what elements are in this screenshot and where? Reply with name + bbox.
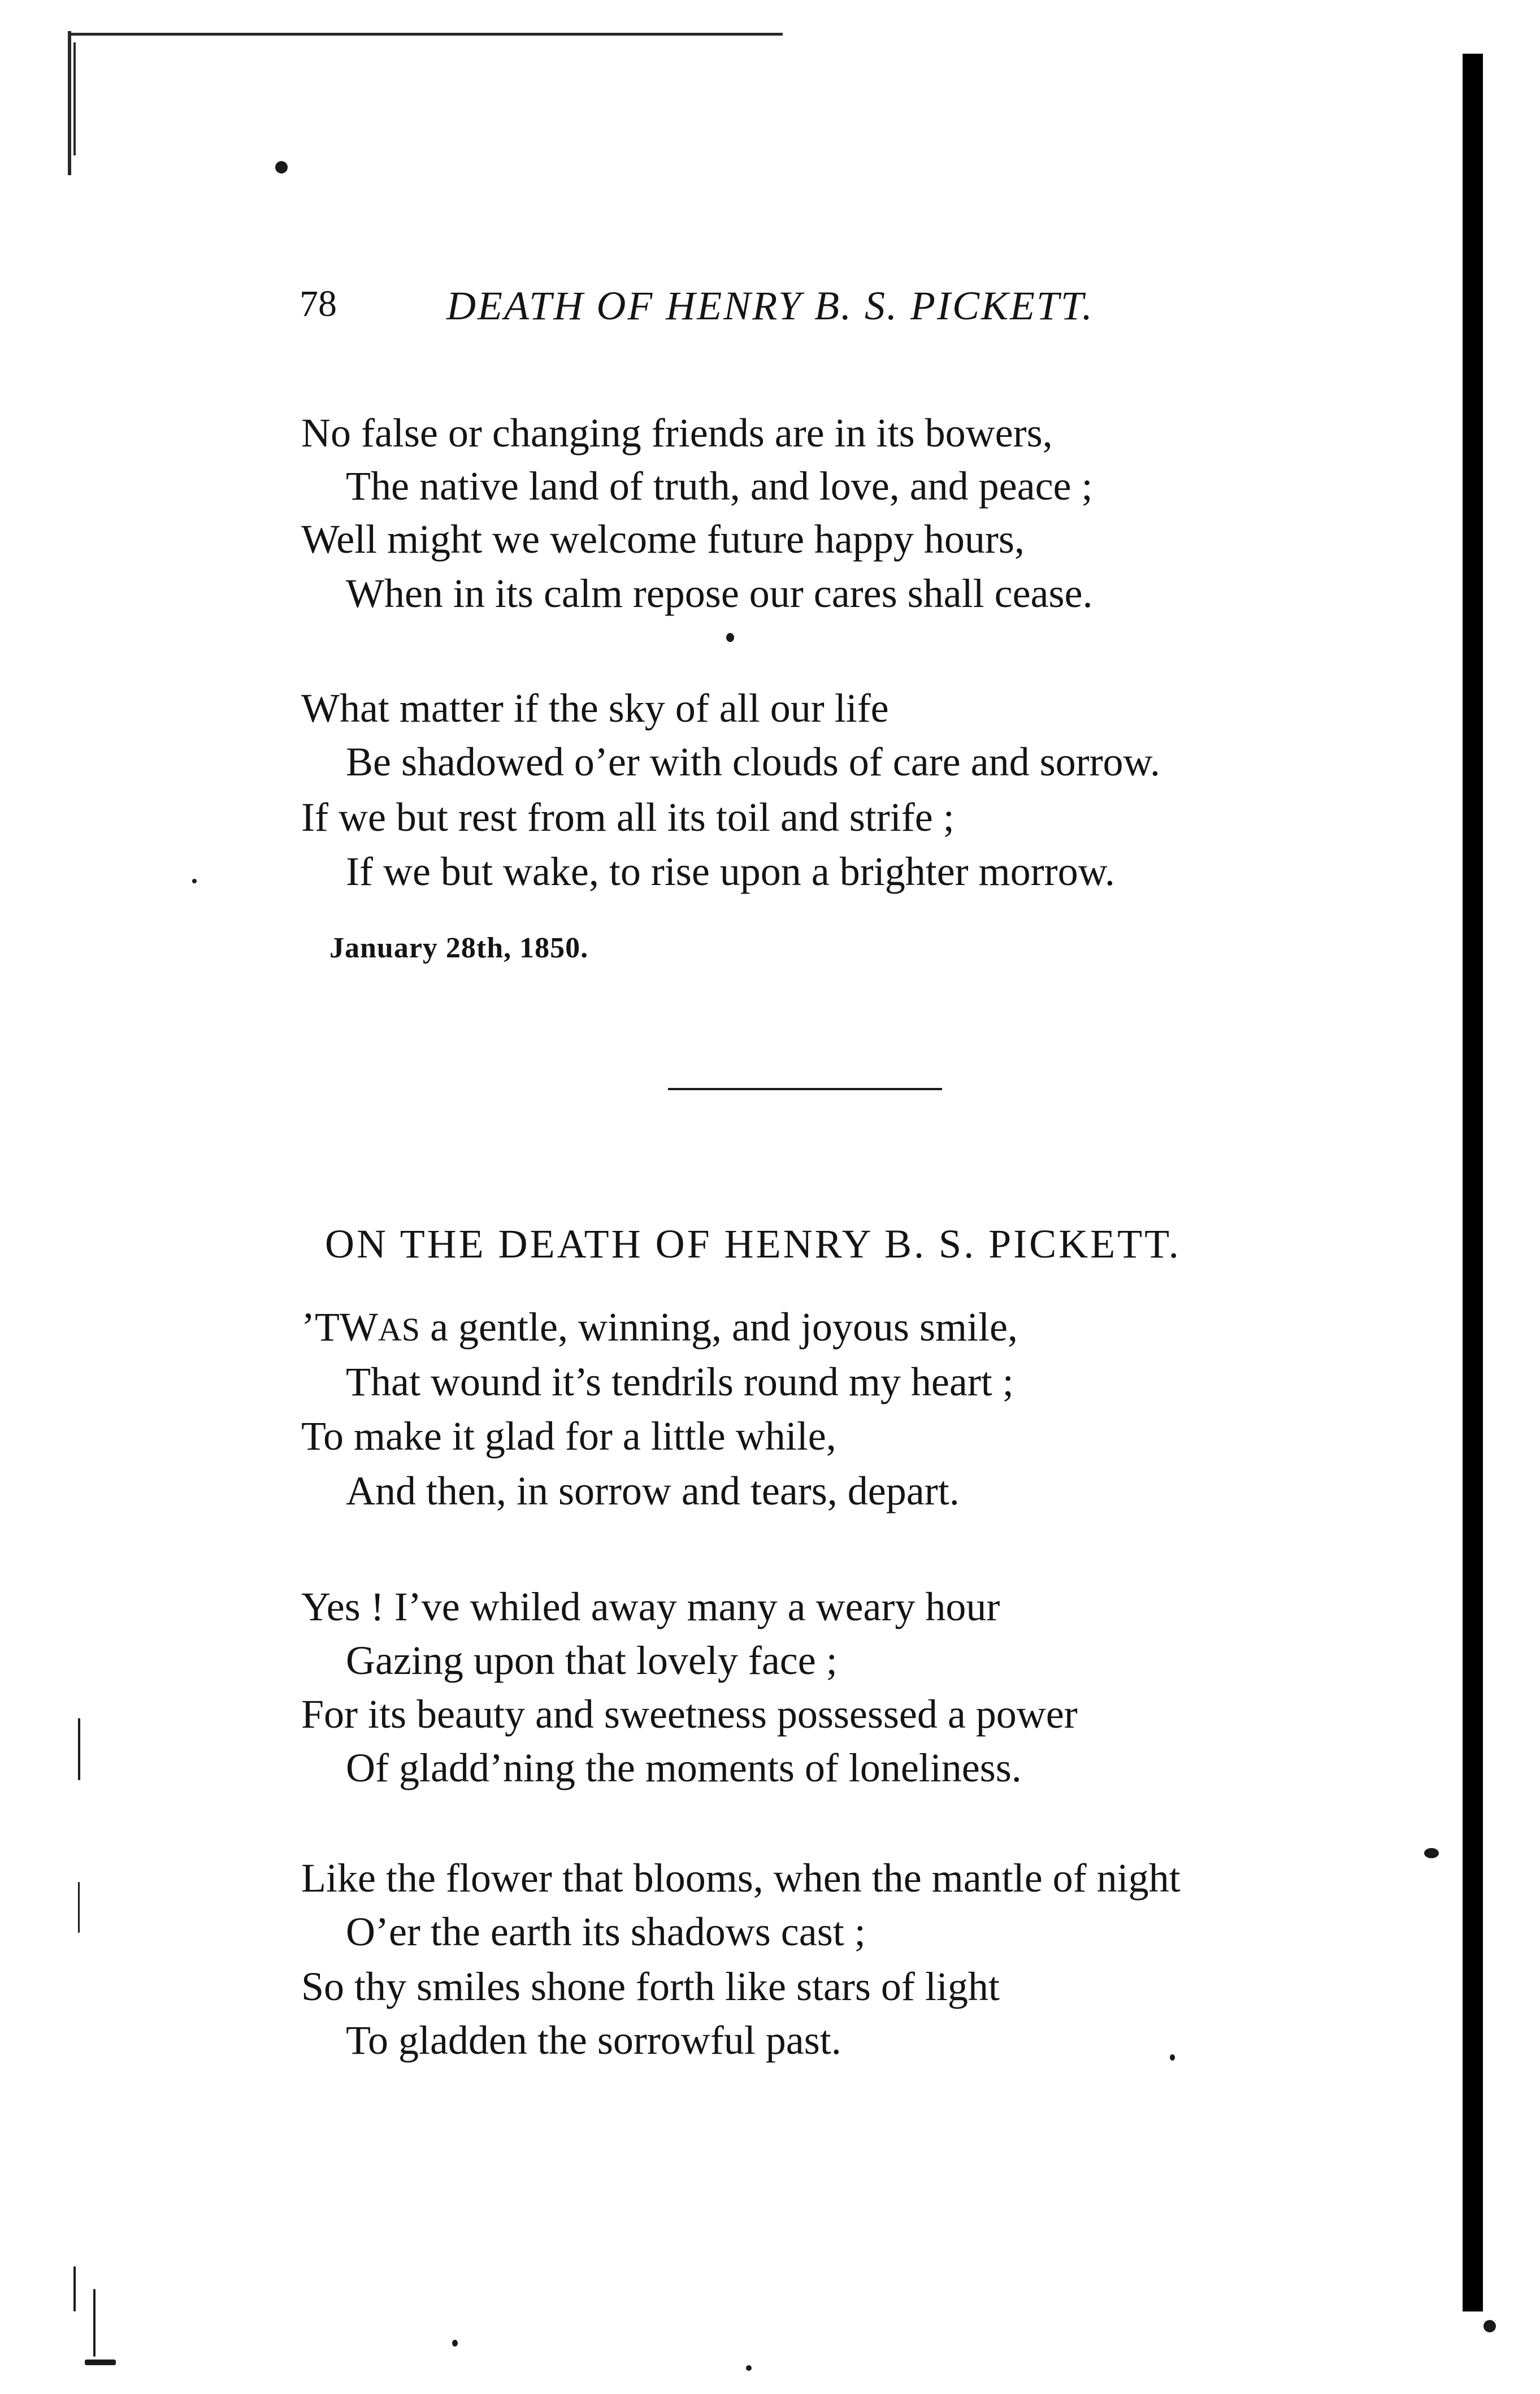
- scan-left-edge-mark: [68, 31, 71, 175]
- scan-speck: [726, 633, 734, 642]
- verse-line: So thy smiles shone forth like stars of light: [301, 1964, 1000, 2009]
- scan-speck: [452, 2340, 458, 2347]
- verse-line: If we but wake, to rise upon a brighter morrow.: [346, 849, 1115, 894]
- verse-line: Yes ! I’ve whiled away many a weary hour: [301, 1584, 1000, 1629]
- verse-line: To gladden the sorrowful past.: [346, 2018, 841, 2063]
- verse-line: Be shadowed o’er with clouds of care and sorrow.: [346, 739, 1160, 784]
- verse-line: What matter if the sky of all our life: [301, 686, 889, 731]
- verse-line: O’er the earth its shadows cast ;: [346, 1909, 866, 1954]
- verse-line: [301, 1300, 1018, 1357]
- verse-line: No false or changing friends are in its bowers,: [301, 410, 1053, 456]
- scan-right-edge-bar: [1463, 54, 1483, 2311]
- verse-line: Well might we welcome future happy hours,: [301, 517, 1025, 562]
- verse-line: And then, in sorrow and tears, depart.: [346, 1468, 960, 1513]
- verse-line: To make it glad for a little while,: [301, 1413, 836, 1459]
- scan-top-rule: [71, 33, 783, 36]
- scan-speck: [1424, 1848, 1439, 1858]
- verse-line: Of gladd’ning the moments of loneliness.: [346, 1745, 1022, 1790]
- running-head-title: DEATH OF HENRY B. S. PICKETT.: [446, 283, 1094, 328]
- poem-date: January 28th, 1850.: [329, 932, 589, 964]
- scan-speck: [1170, 2054, 1175, 2061]
- verse-line: Gazing upon that lovely face ;: [346, 1638, 838, 1683]
- verse-line-text: a gentle, winning, and joyous smile,: [420, 1304, 1018, 1350]
- verse-line: That wound it’s tendrils round my heart ;: [346, 1359, 1014, 1404]
- page-number: 78: [300, 283, 337, 324]
- verse-line: The native land of truth, and love, and peace ;: [346, 463, 1093, 509]
- section-divider: [668, 1088, 942, 1090]
- scan-speck: [1483, 2320, 1496, 2332]
- scan-speck: [78, 1718, 80, 1780]
- scan-speck: [73, 2266, 76, 2311]
- scan-speck: [85, 2360, 116, 2365]
- scan-speck: [275, 161, 288, 174]
- verse-line: If we but rest from all its toil and strife ;: [301, 795, 955, 840]
- scan-speck: [93, 2289, 96, 2357]
- scan-speck: [78, 1882, 80, 1933]
- scan-speck: [192, 879, 197, 883]
- poem-title: ON THE DEATH OF HENRY B. S. PICKETT.: [325, 1221, 1181, 1267]
- opening-word-smallcaps: AS: [378, 1311, 420, 1348]
- verse-line: When in its calm repose our cares shall cease.: [346, 571, 1093, 616]
- verse-line: Like the flower that blooms, when the mantle of night: [301, 1855, 1181, 1901]
- opening-word-initial: ’TW: [301, 1304, 378, 1350]
- scan-speck: [746, 2365, 752, 2371]
- scan-left-edge-mark: [73, 42, 76, 155]
- verse-line: For its beauty and sweetness possessed a power: [301, 1692, 1078, 1737]
